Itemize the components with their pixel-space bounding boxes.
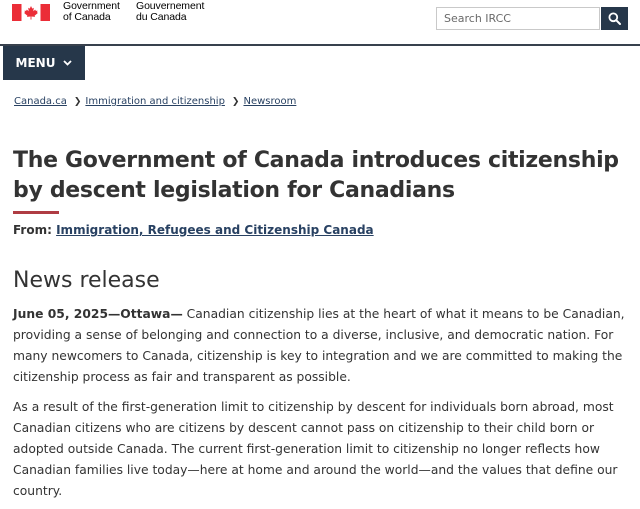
chevron-down-icon bbox=[63, 60, 72, 66]
breadcrumb-link-immigration[interactable]: Immigration and citizenship bbox=[85, 96, 225, 107]
paragraph-second: As a result of the first-generation limit to citizenship by descent for individuals born abroad, most Canadian citizens who are citizens by descent cannot pass on citizenship to their child born or adopted outside Canada. The current first-generation limit to citizenship no longer reflects how Canadian families live today—here at home and around the world—and the values that define our country. bbox=[13, 400, 618, 498]
menu-button[interactable] bbox=[3, 46, 85, 80]
search-button[interactable] bbox=[601, 7, 628, 30]
site-header bbox=[0, 0, 640, 44]
signature-en-line1: Government bbox=[63, 0, 120, 12]
paragraph-intro bbox=[13, 304, 625, 388]
dateline: June 05, 2025—Ottawa— bbox=[13, 307, 183, 321]
breadcrumb bbox=[14, 96, 296, 107]
chevron-right-icon: ❯ bbox=[73, 96, 82, 107]
header-divider bbox=[0, 44, 640, 46]
from-line bbox=[13, 223, 374, 237]
signature-fr-line2: du Canada bbox=[136, 11, 187, 23]
paragraph-intro-text: Canadian citizenship lies at the heart of what it means to be Canadian, providing a sense of belonging and connection to a diverse, inclusive, and democratic nation. For many newcomers to Canada, citizenship is key to integration and we are committed to making the citizenship process as fair and transparent as possible. bbox=[13, 307, 625, 384]
search-icon bbox=[608, 12, 621, 25]
breadcrumb-link-newsroom[interactable]: Newsroom bbox=[243, 96, 297, 107]
department-link[interactable]: Immigration, Refugees and Citizenship Canada bbox=[56, 223, 374, 237]
signature-en-line2: of Canada bbox=[63, 11, 111, 23]
section-heading: News release bbox=[13, 268, 160, 293]
signature-french[interactable] bbox=[136, 1, 204, 23]
canada-flag-icon[interactable] bbox=[12, 4, 50, 21]
search-input[interactable] bbox=[436, 7, 600, 30]
breadcrumb-link-canada[interactable]: Canada.ca bbox=[14, 96, 67, 107]
signature-english[interactable] bbox=[63, 1, 120, 23]
menu-label: MENU bbox=[15, 56, 56, 70]
signature-fr-line1: Gouvernement bbox=[136, 0, 205, 12]
page-title: The Government of Canada introduces citizenship by descent legislation for Canadians bbox=[13, 148, 619, 203]
from-label: From: bbox=[13, 223, 52, 237]
title-underline bbox=[13, 211, 59, 214]
chevron-right-icon: ❯ bbox=[231, 96, 240, 107]
